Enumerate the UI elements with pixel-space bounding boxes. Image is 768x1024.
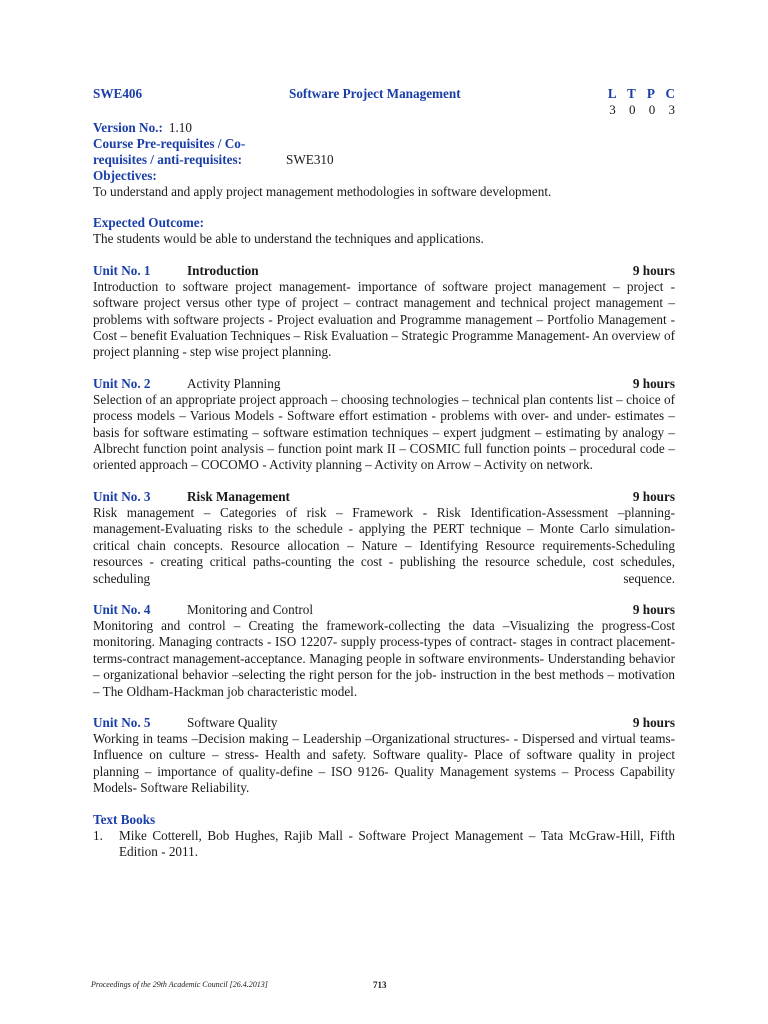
unit-5-number: Unit No. 5	[93, 714, 151, 730]
outcome-label-row	[93, 215, 675, 231]
unit-1-text: Introduction to software project management- importance of software project management – project - software project versus other type of project – contract management and technical project management – problems with software projects - Project evaluation and Programme management – Portfolio Management - Cost – benefit Evaluation Techniques – Risk Evaluation – Strategic Programme Management- An overview of project planning - step wise project planning.	[93, 278, 675, 360]
course-header	[93, 86, 679, 102]
unit-1-header	[93, 263, 675, 279]
unit-3-number: Unit No. 3	[93, 488, 151, 504]
unit-4-text: Monitoring and control – Creating the framework-collecting the data –Visualizing the progress-Cost monitoring. Managing contracts - ISO 12207- supply process-types of contract- stages in contract placement-terms-contract management-acceptance. Managing people in software environments- Understanding behavior – organizational behavior –selecting the right person for the job- instruction in the best methods – motivation – The Oldham-Hackman job characteristic model.	[93, 617, 675, 699]
version-value: 1.10	[168, 120, 192, 135]
ltpc-label: L T P C	[607, 86, 679, 101]
unit-1-hours: 9 hours	[632, 262, 675, 278]
version-row	[93, 120, 675, 136]
footer-proceedings: Proceedings of the 29th Academic Council [26.4.2013]	[91, 980, 268, 989]
unit-1-number: Unit No. 1	[93, 262, 151, 278]
textbooks-label: Text Books	[93, 811, 156, 827]
objectives-label-row	[93, 168, 675, 184]
unit-3-title: Risk Management	[187, 488, 290, 504]
unit-5-header	[93, 715, 675, 731]
unit-2-number: Unit No. 2	[93, 375, 151, 391]
objectives-label: Objectives:	[93, 168, 157, 183]
textbook-number: 1.	[93, 827, 103, 843]
syllabus-page	[93, 86, 680, 860]
prereq-value: SWE310	[286, 152, 334, 167]
outcome-label: Expected Outcome:	[93, 215, 204, 231]
unit-2-text: Selection of an appropriate project approach – choosing technologies – technical plan contents list – choice of process models – Various Models - Software effort estimation - problems with over- and under- estimates – basis for software estimating – software estimation techniques – expert judgment – estimating by analogy – Albrecht function point analysis – function point mark II – COSMIC full function points – procedural code – oriented approach – COCOMO - Activity planning – Activity on Arrow – Activity on network.	[93, 391, 675, 473]
unit-2-title: Activity Planning	[187, 375, 281, 391]
unit-5-text: Working in teams –Decision making – Leadership –Organizational structures- - Dispersed and virtual teams- Influence on culture – stress- Health and safety. Software quality- Place of software quality in project planning – importance of quality-define – ISO 9126- Quality Management systems – Process Capability Models- Software Reliability.	[93, 730, 675, 796]
footer-page-number: 713	[373, 980, 387, 990]
textbooks-label-row	[93, 812, 675, 828]
unit-4-header	[93, 602, 675, 618]
unit-5-hours: 9 hours	[632, 714, 675, 730]
prereq-label-line2: requisites / anti-requisites:	[93, 152, 242, 167]
ltpc-block	[607, 86, 679, 102]
prereq-row-1	[93, 136, 675, 152]
prereq-label-line1: Course Pre-requisites / Co-	[93, 136, 246, 151]
textbook-item	[93, 828, 675, 861]
course-code: SWE406	[93, 86, 143, 101]
unit-2-header	[93, 376, 675, 392]
objectives-text: To understand and apply project management methodologies in software development.	[93, 184, 552, 199]
unit-3-hours: 9 hours	[632, 488, 675, 504]
textbook-text: Mike Cotterell, Bob Hughes, Rajib Mall - Software Project Management – Tata McGraw-Hill, Fifth Edition - 2011.	[119, 827, 675, 859]
unit-2-hours: 9 hours	[632, 375, 675, 391]
ltpc-values: 3 0 0 3	[609, 102, 680, 117]
outcome-text: The students would be able to understand the techniques and applications.	[93, 231, 484, 247]
unit-5-title: Software Quality	[187, 714, 278, 730]
unit-3-header	[93, 489, 675, 505]
prereq-row-2	[93, 152, 675, 168]
unit-4-hours: 9 hours	[632, 601, 675, 617]
unit-4-title: Monitoring and Control	[187, 601, 314, 617]
course-title: Software Project Management	[289, 86, 461, 101]
version-label: Version No.:	[93, 120, 163, 135]
unit-4-number: Unit No. 4	[93, 601, 151, 617]
unit-3-text: Risk management – Categories of risk – Framework - Risk Identification-Assessment –planning-management-Evaluating risks to the schedule - applying the PERT technique – Monte Carlo simulation-critical chain concepts. Resource allocation – Nature – Identifying Resource requirements-Scheduling resources - creating critical paths-counting the cost - publishing the resource schedule, cost schedules, scheduling sequence.	[93, 504, 675, 586]
unit-1-title: Introduction	[187, 262, 259, 278]
